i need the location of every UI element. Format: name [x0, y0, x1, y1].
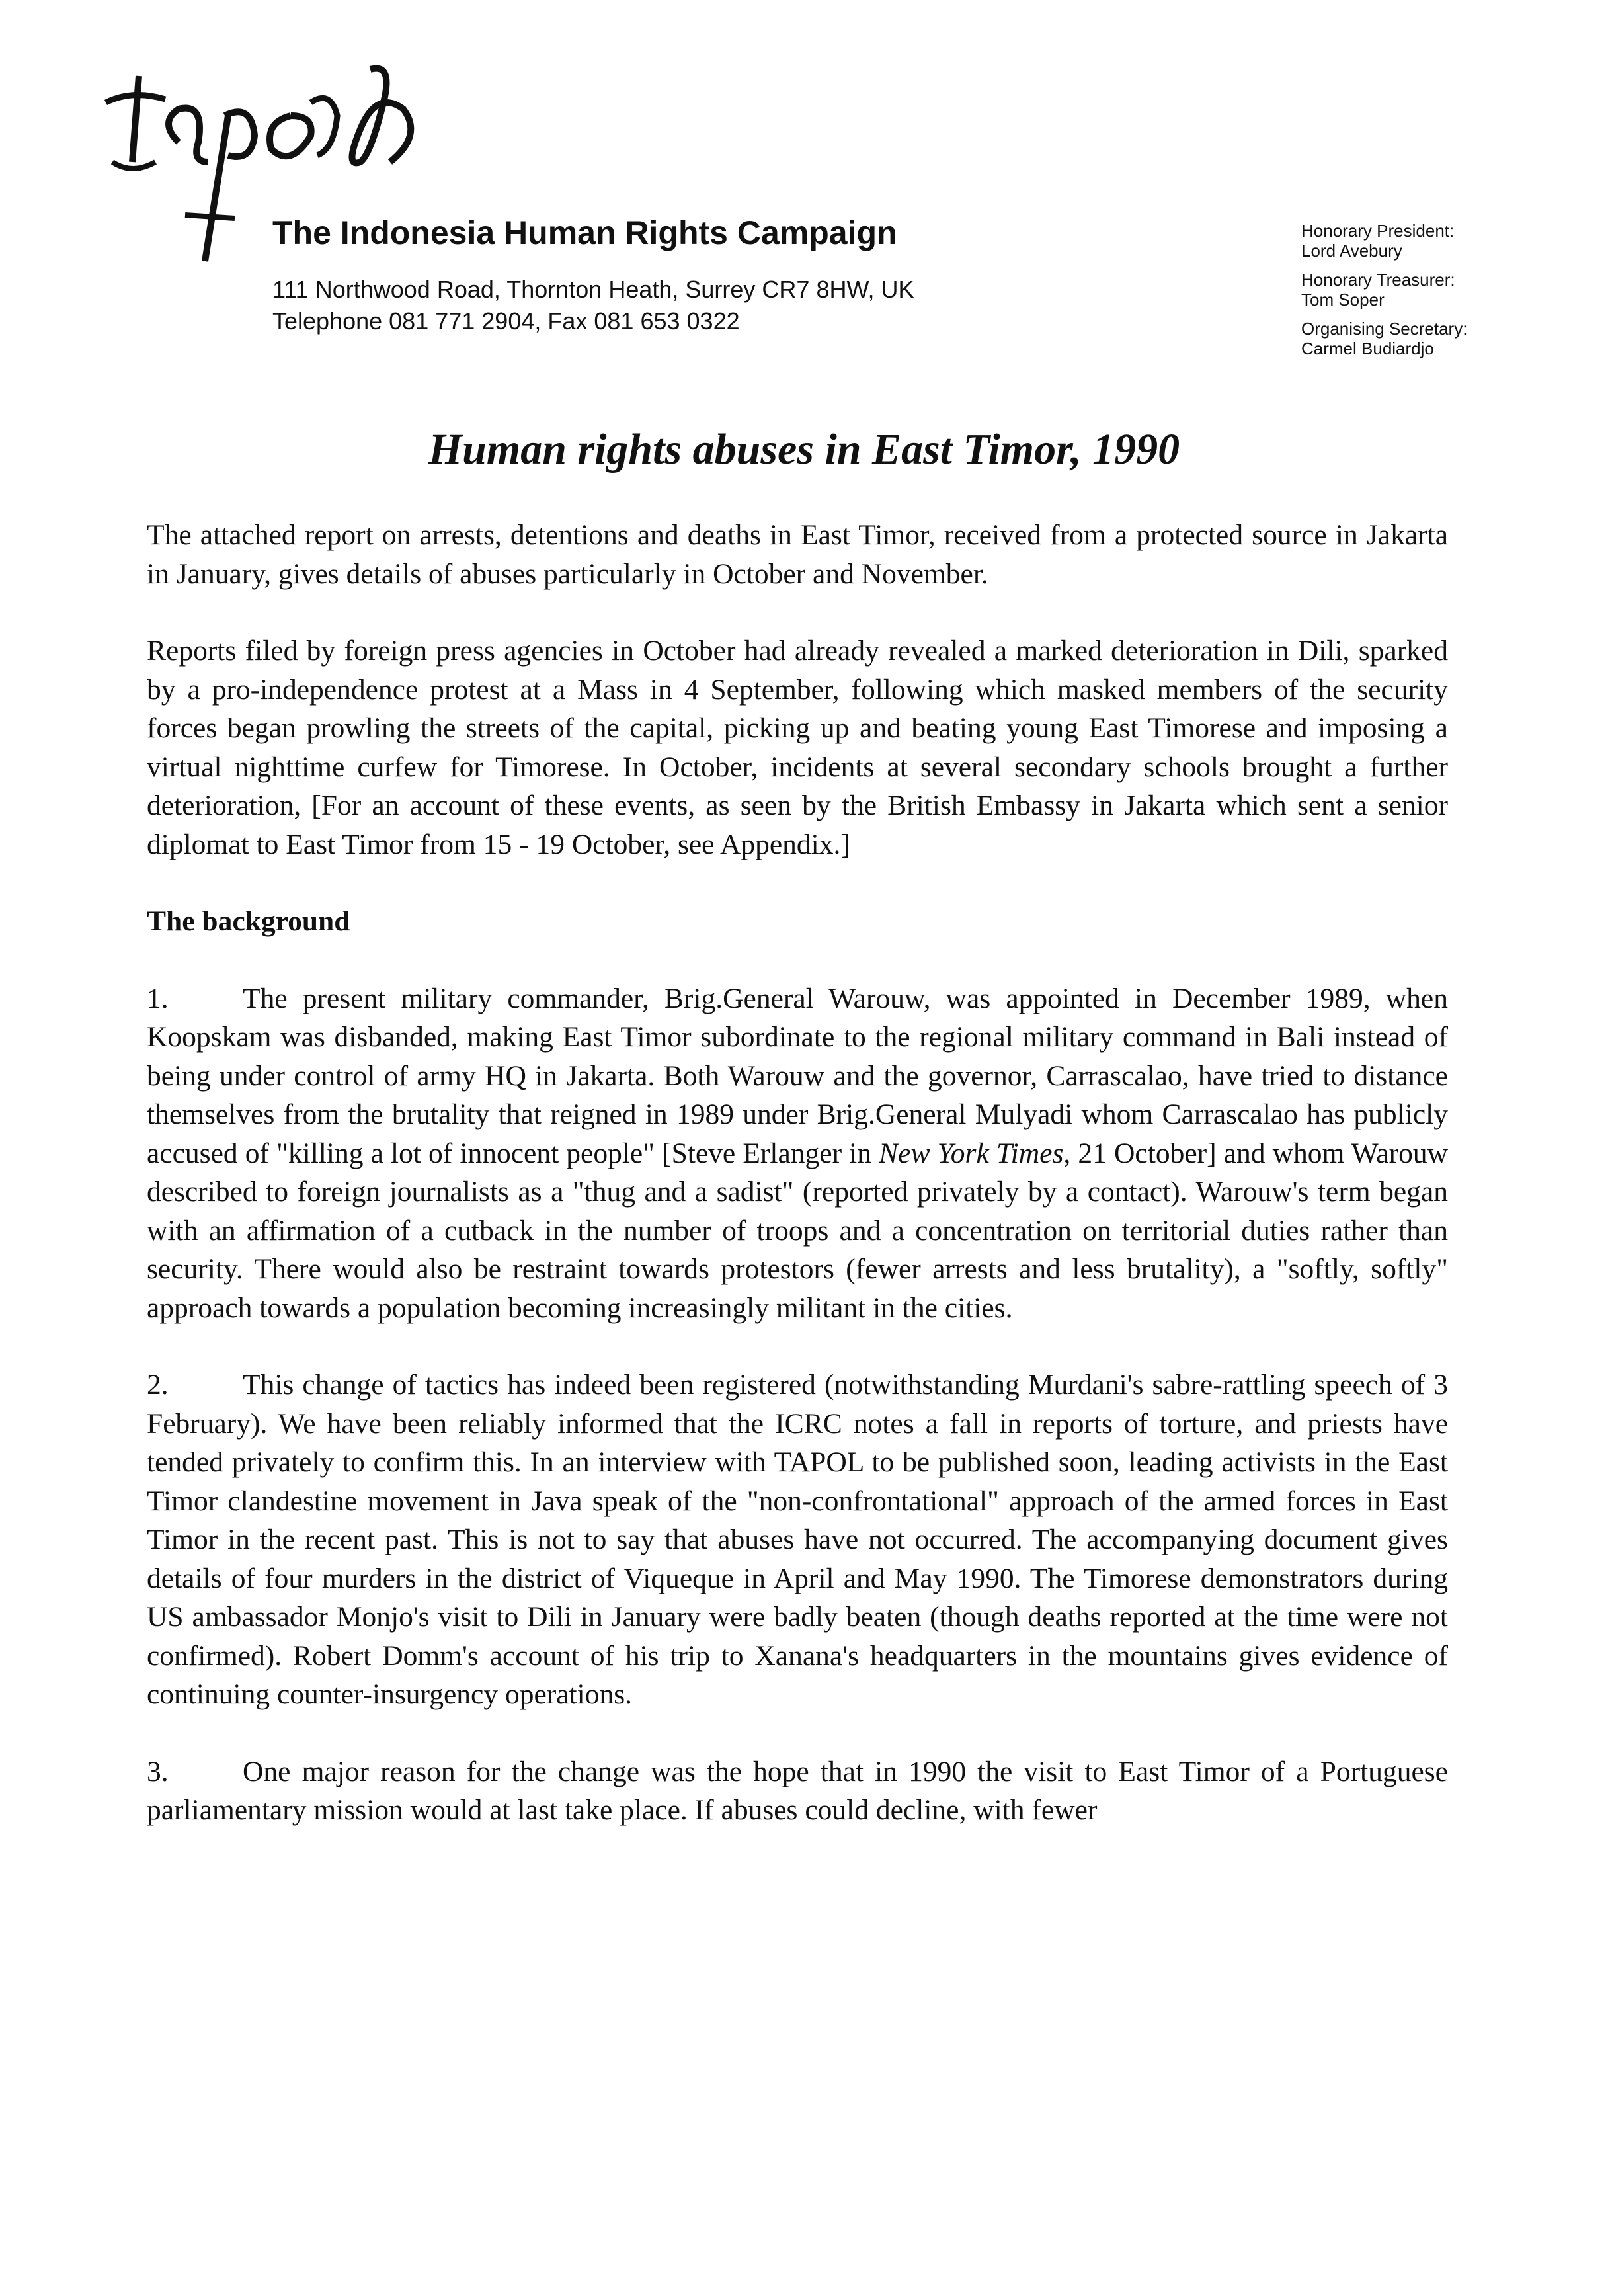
organization-name: The Indonesia Human Rights Campaign [272, 214, 897, 251]
document-title: Human rights abuses in East Timor, 1990 [428, 425, 1180, 473]
officer-role: Organising Secretary: [1301, 319, 1468, 339]
officer-entry [1301, 319, 1539, 358]
officer-entry [1301, 270, 1539, 309]
officer-role: Honorary Treasurer: [1301, 270, 1455, 290]
officer-role: Honorary President: [1301, 221, 1455, 241]
paragraph-text: , 21 October] and whom Warouw described to foreign journalists as a "thug and a sadist" (reported privately by a contact). Warouw's term began with an affirmation of a cutback in the number of troops and a concentration on territorial duties rather than security. There would also be restraint towards protestors (fewer arrests and less brutality), a "softly, softly" approach towards a population becoming increasingly militant in the cities. [147, 1137, 1448, 1324]
paragraph-number: 2. [147, 1369, 169, 1401]
numbered-paragraph [147, 1366, 1448, 1714]
organization-address [272, 274, 914, 337]
paragraph-number: 3. [147, 1755, 169, 1787]
paragraph-number: 1. [147, 982, 169, 1014]
address-line: 111 Northwood Road, Thornton Heath, Surrey CR7 8HW, UK [272, 276, 914, 303]
numbered-paragraph [147, 979, 1448, 1328]
numbered-paragraph [147, 1752, 1448, 1830]
document-body [147, 516, 1448, 1868]
paragraph-text: One major reason for the change was the hope that in 1990 the visit to East Timor of a Portuguese parliamentary mission would at last take place. If abuses could decline, with fewer [147, 1755, 1448, 1826]
officer-name: Lord Avebury [1301, 241, 1402, 261]
officers-list [1301, 221, 1539, 368]
paragraph-text: This change of tactics has indeed been registered (notwithstanding Murdani's sabre-rattling speech of 3 February). We have been reliably informed that the ICRC notes a fall in reports of torture, and priests have tended privately to confirm this. In an interview with TAPOL to be published soon, leading activists in the East Timor clandestine movement in Java speak of the "non-confrontational" approach of the armed forces in East Timor in the recent past. This is not to say that abuses have not occurred. The accompanying document gives details of four murders in the district of Viqueque in April and May 1990. The Timorese demonstrators during US ambassador Monjo's visit to Dili in January were badly beaten (though deaths reported at the time were not confirmed). Robert Domm's account of his trip to Xanana's headquarters in the mountains gives evidence of continuing counter-insurgency operations. [147, 1369, 1448, 1710]
officer-entry [1301, 221, 1539, 261]
telephone-fax-line: Telephone 081 771 2904, Fax 081 653 0322 [272, 308, 740, 335]
officer-name: Tom Soper [1301, 290, 1385, 309]
paragraph-text: The present military commander, Brig.General Warouw, was appointed in December 1989, when Koopskam was disbanded, making East Timor subordinate to the regional military command in Bali instead of being under control of army HQ in Jakarta. Both Warouw and the governor, Carrascalao, have tried to distance themselves from the brutality that reigned in 1989 under Brig.General Mulyadi whom Carrascalao has publicly accused of "killing a lot of innocent people" [Steve Erlanger in [147, 982, 1448, 1169]
intro-paragraph: The attached report on arrests, detentions and deaths in East Timor, received from a protected source in Jakarta in January, gives details of abuses particularly in October and November. [147, 519, 1448, 590]
officer-name: Carmel Budiardjo [1301, 339, 1434, 358]
intro-paragraph: Reports filed by foreign press agencies in October had already revealed a marked deterioration in Dili, sparked by a pro-independence protest at a Mass in 4 September, following which masked members of the security forces began prowling the streets of the capital, picking up and beating young East Timorese and imposing a virtual nighttime curfew for Timorese. In October, incidents at several secondary schools brought a further deterioration, [For an account of these events, as seen by the British Embassy in Jakarta which sent a senior diplomat to East Timor from 15 - 19 October, see Appendix.] [147, 635, 1448, 860]
section-heading: The background [147, 905, 350, 937]
newspaper-title: New York Times [879, 1137, 1064, 1169]
